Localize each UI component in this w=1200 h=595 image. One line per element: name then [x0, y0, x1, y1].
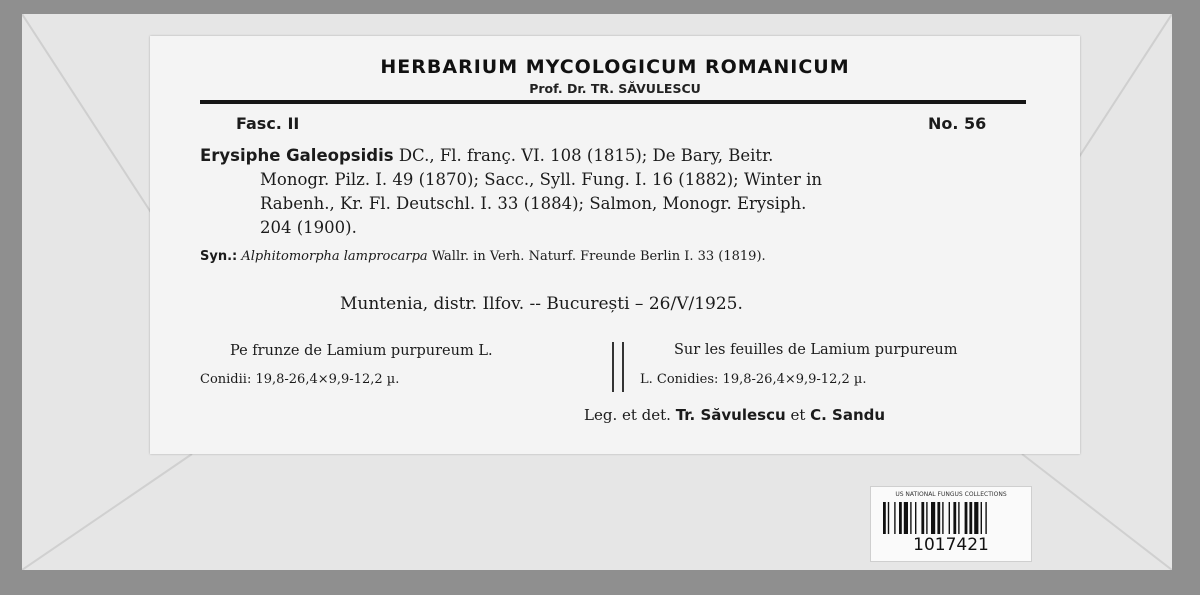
barcode-label — [870, 486, 1032, 562]
species-citation-line-3: Rabenh., Kr. Fl. Deutschl. I. 33 (1884); Salmon, Monogr. Erysiph. — [260, 194, 807, 213]
header-rule — [200, 100, 1026, 104]
collector-name-1: Tr. Săvulescu — [675, 406, 786, 424]
species-name: Erysiphe Galeopsidis — [200, 146, 394, 165]
locality-date: Muntenia, distr. Ilfov. -- București – 26/V/1925. — [340, 294, 743, 314]
specimen-number: No. 56 — [928, 114, 987, 133]
collector-conjunction: et — [785, 406, 811, 424]
species-citation — [200, 144, 1030, 240]
conidia-romanian: Conidii: 19,8-26,4×9,9-12,2 µ. — [200, 372, 400, 387]
barcode-bars — [883, 502, 1019, 534]
herbarium-label — [150, 36, 1080, 454]
collector-line — [584, 406, 885, 424]
host-romanian: Pe frunze de Lamium purpureum L. — [230, 343, 493, 359]
barcode-institution: US NATIONAL FUNGUS COLLECTIONS — [895, 491, 1007, 498]
barcode-number: 1017421 — [913, 535, 989, 555]
synonym-label: Syn.: — [200, 249, 238, 264]
synonym-name: Alphitomorpha lamprocarpa — [241, 249, 428, 264]
synonym-citation: Wallr. in Verh. Naturf. Freunde Berlin I. 33 (1819). — [427, 249, 766, 264]
conidia-french: L. Conidies: 19,8-26,4×9,9-12,2 µ. — [640, 372, 867, 387]
species-citation-line-4: 204 (1900). — [260, 218, 357, 237]
host-french: Sur les feuilles de Lamium purpureum — [674, 342, 958, 358]
species-citation-line-1: DC., Fl. franç. VI. 108 (1815); De Bary, Beitr. — [393, 146, 774, 165]
fascicle-number: Fasc. II — [236, 114, 300, 133]
species-citation-line-2: Monogr. Pilz. I. 49 (1870); Sacc., Syll. Fung. I. 16 (1882); Winter in — [260, 170, 822, 189]
collector-name-2: C. Sandu — [810, 406, 886, 424]
herbarium-title: HERBARIUM MYCOLOGICUM ROMANICUM — [380, 56, 850, 78]
column-divider — [612, 342, 624, 392]
herbarium-curator: Prof. Dr. TR. SĂVULESCU — [529, 81, 701, 96]
collector-prefix: Leg. et det. — [584, 406, 676, 424]
species-line-1 — [200, 144, 1030, 168]
synonym-line — [200, 249, 1030, 264]
